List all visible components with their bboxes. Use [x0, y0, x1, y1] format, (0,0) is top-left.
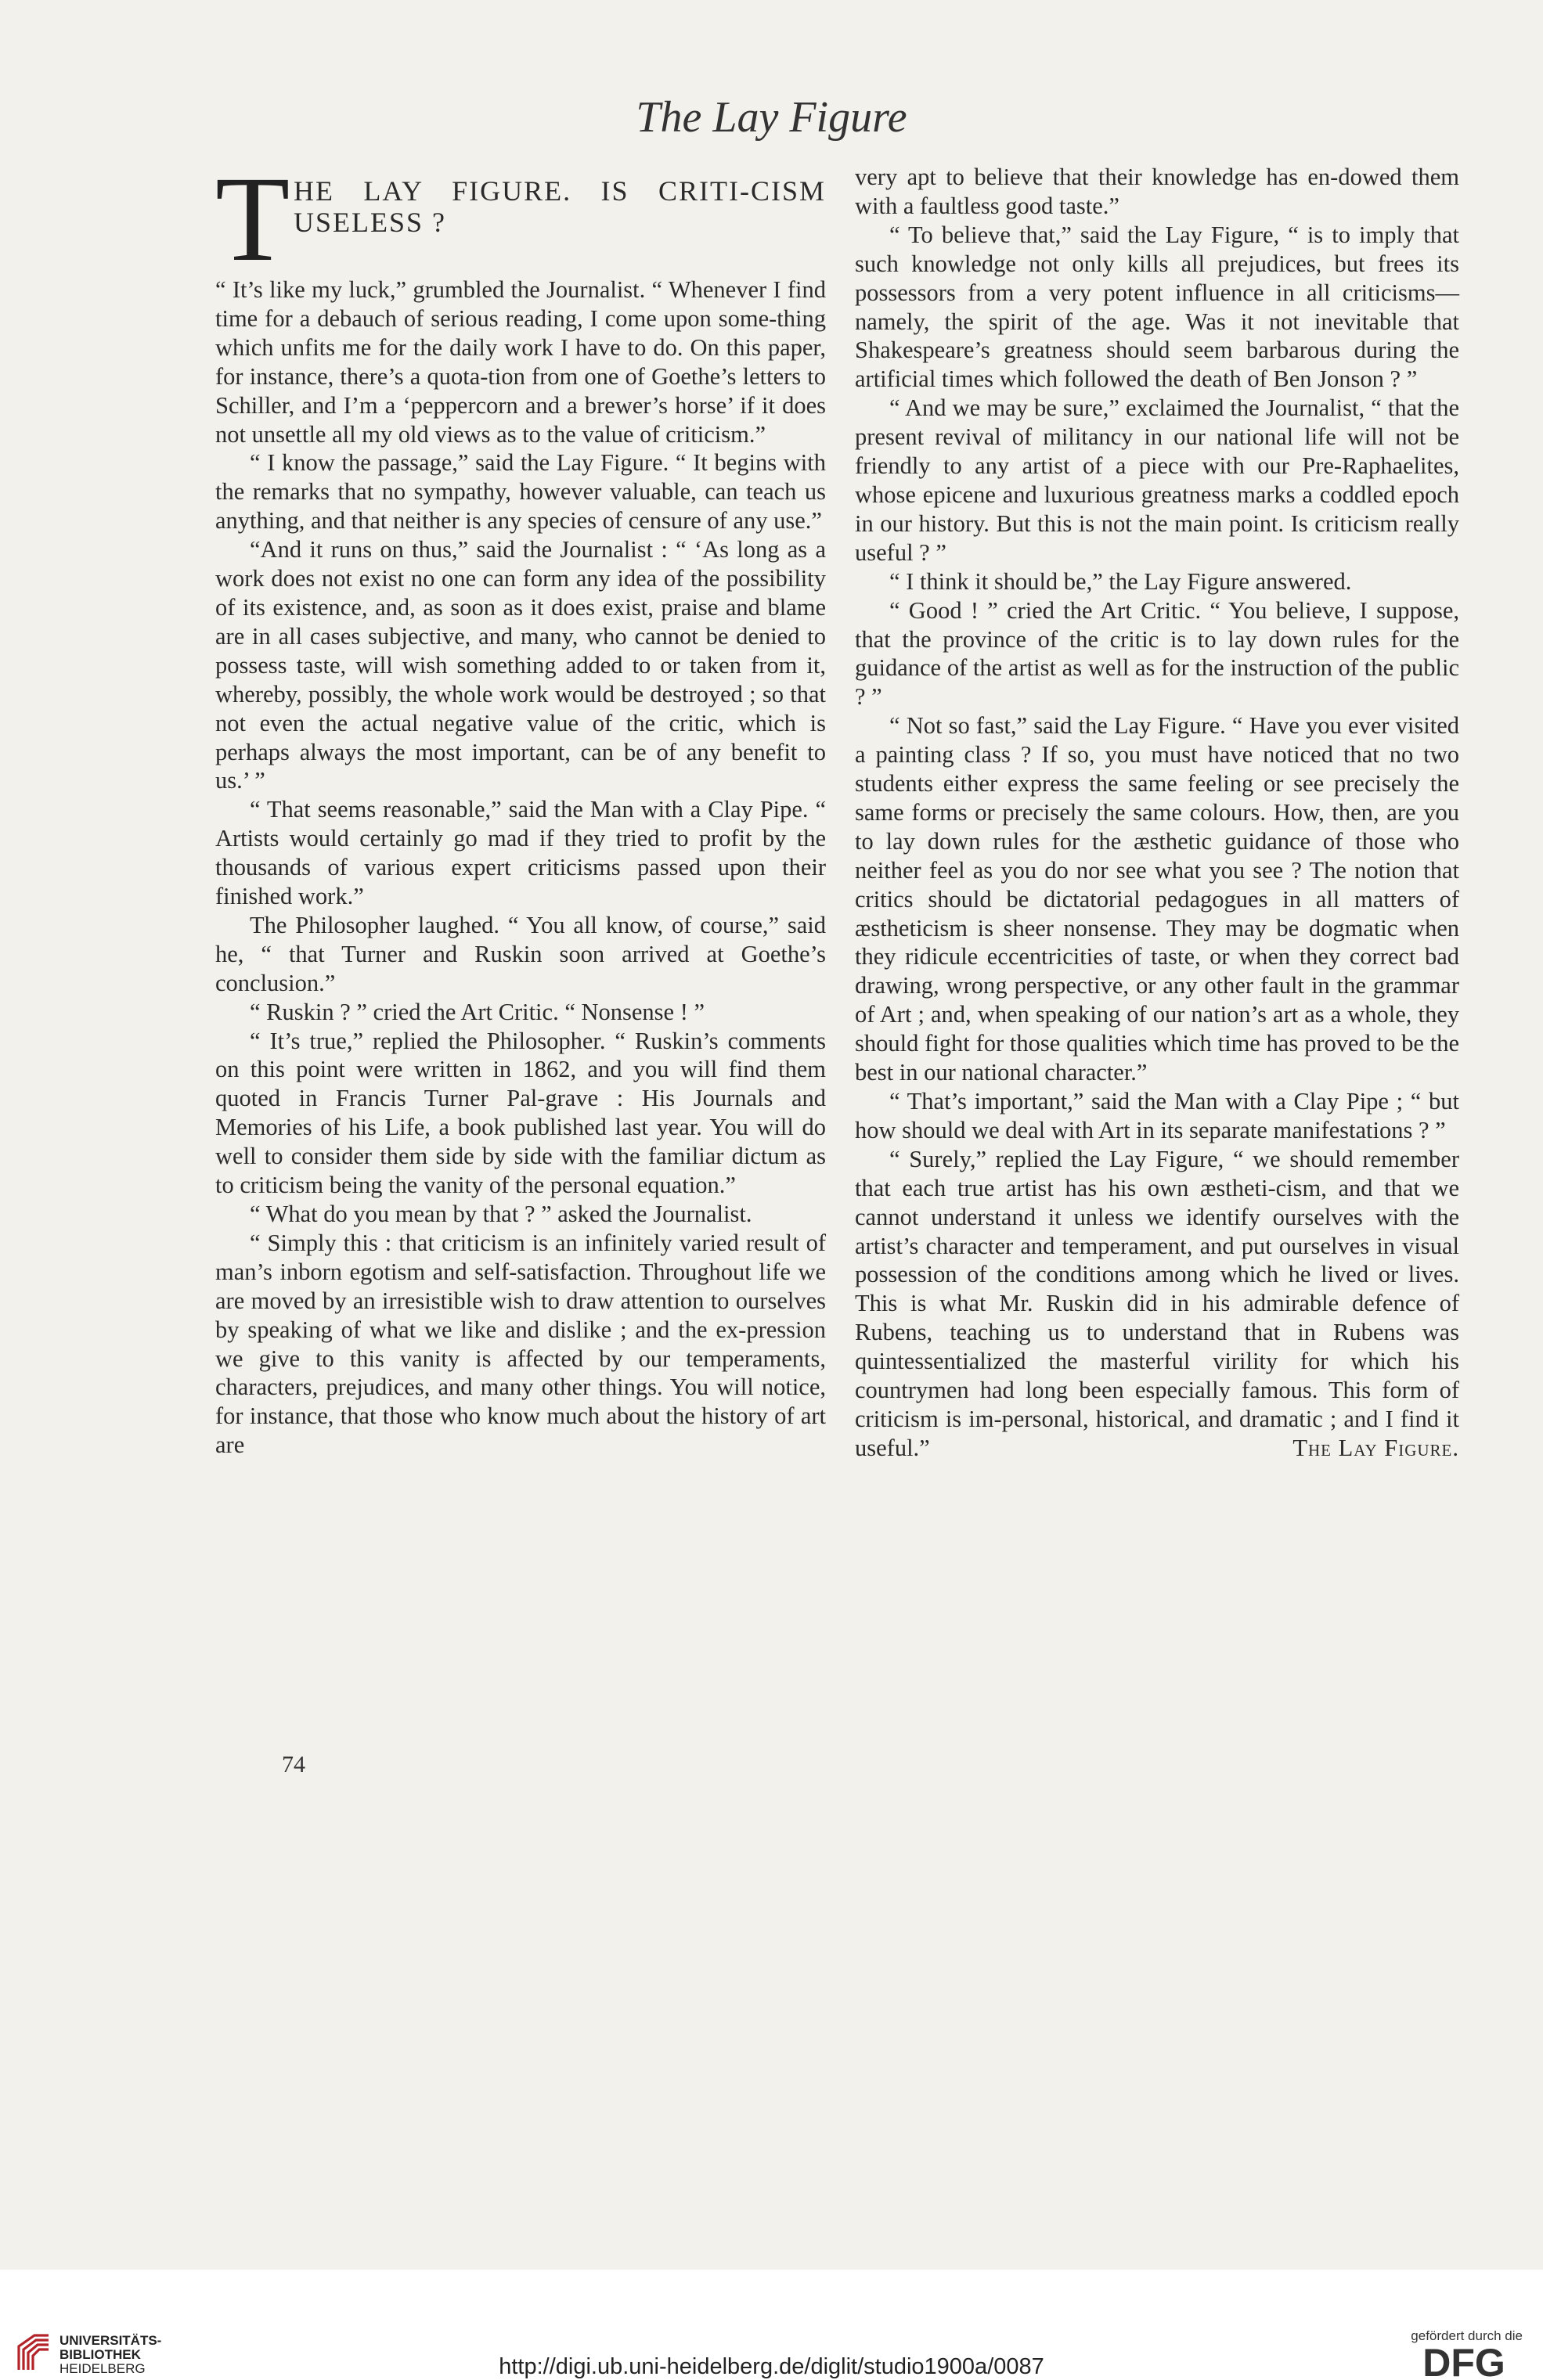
drop-cap: T	[215, 151, 290, 286]
paragraph: “ Ruskin ? ” cried the Art Critic. “ Nonsense ! ”	[250, 998, 705, 1025]
paragraph: “ It’s true,” replied the Philosopher. “ Ruskin’s comments on this point were written in 1862, and you will find them quoted in Francis Turner Pal-grave : His Journals and Memories of his Life, a book published last year. You will do well to consider them side by side with the familiar dictum as to criticism being the vanity of the personal equation.”	[215, 1027, 826, 1199]
paragraph: “ That’s important,” said the Man with a Clay Pipe ; “ but how should we deal with Art in its separate manifestations ? ”	[855, 1088, 1459, 1143]
paragraph: “ To believe that,” said the Lay Figure, “ is to imply that such knowledge not only kills all prejudices, but frees its possessors from a very potent influence in all criticisms—namely, the spirit of the age. Was it not inevitable that Shakespeare’s greatness should seem barbarous during the artificial times which followed the death of Ben Jonson ? ”	[855, 221, 1459, 393]
paragraph: “ I know the passage,” said the Lay Figure. “ It begins with the remarks that no sympathy, however valuable, can teach us anything, and that neither is any species of censure of any use.”	[215, 449, 826, 535]
left-paragraphs	[215, 275, 826, 1460]
paragraph: “ What do you mean by that ? ” asked the Journalist.	[250, 1201, 752, 1227]
paragraph-text: “ Surely,” replied the Lay Figure, “ we should remember that each true artist has his own æstheti-cism, and that we cannot understand it unless we identify ourselves with the artist’s character and temperament, and put ourselves in visual possession of the conditions among which he lived or lives. This is what Mr. Ruskin did in his admirable defence of Rubens, teaching us to understand that in Rubens was quintessentialized the masterful virility for which his countrymen had long been especially famous. This form of criticism is im-personal, historical, and dramatic ; and I find it useful.”	[855, 1145, 1459, 1461]
left-column	[215, 151, 826, 1460]
paragraph: very apt to believe that their knowledge has en-dowed them with a faultless good taste.”	[855, 164, 1459, 219]
funder-name: DFG	[1422, 2345, 1505, 2379]
right-column	[855, 163, 1459, 1463]
library-line-3: HEIDELBERG	[59, 2361, 146, 2376]
paragraph: “ And we may be sure,” exclaimed the Journalist, “ that the present revival of militancy in our national life will not be friendly to any artist of a piece with our Pre-Raphaelites, whose epicene and luxurious greatness marks a coddled epoch in our history. But this is not the main point. Is criticism really useful ? ”	[855, 394, 1459, 566]
article-title: HE LAY FIGURE. IS CRITI-CISM USELESS ?	[294, 175, 826, 238]
paragraph: “ That seems reasonable,” said the Man with a Clay Pipe. “ Artists would certainly go mad if they tried to profit by the thousands of various expert criticisms passed upon their finished work.”	[215, 796, 826, 910]
permalink-url[interactable]: http://digi.ub.uni-heidelberg.de/diglit/studio1900a/0087	[499, 2354, 1044, 2379]
library-line-2: BIBLIOTHEK	[59, 2347, 141, 2362]
paragraph: “ Good ! ” cried the Art Critic. “ You believe, I suppose, that the province of the critic is to lay down rules for the guidance of the artist as well as for the instruction of the public ? ”	[855, 596, 1459, 711]
article-heading	[215, 151, 826, 286]
running-title: The Lay Figure	[636, 93, 907, 142]
dfg-logo-icon[interactable]	[1401, 2345, 1527, 2379]
page-number: 74	[282, 1752, 305, 1777]
paragraph: “ I think it should be,” the Lay Figure answered.	[889, 567, 1352, 595]
paragraph: “ Simply this : that criticism is an infinitely varied result of man’s inborn egotism and self-satisfaction. Throughout life we are moved by an irresistible wish to draw attention to ourselves by speaking of what we like and dislike ; and the ex-pression we give to this vanity is affected by our temperaments, characters, prejudices, and many other things. You will notice, for instance, that those who know much about the history of art are	[215, 1229, 826, 1459]
paragraph: “And it runs on thus,” said the Journalist : “ ‘As long as a work does not exist no one can form any idea of the possibility of its existence, and, as soon as it does exist, praise and blame are in all cases subjective, and many, who cannot be denied to possess taste, will wish something added to or taken from it, whereby, possibly, the whole work would be destroyed ; so that not even the actual negative value of the critic, which is perhaps always the most important, can be of any benefit to us.’ ”	[215, 536, 826, 794]
paragraph: “ Not so fast,” said the Lay Figure. “ Have you ever visited a painting class ? If so, you must have noticed that no two students either express the same feeling or see precisely the same forms or precisely the same colours. How, then, are you to lay down rules for the æsthetic guidance of those who neither feel as you do nor see what you see ? The notion that critics should be dictatorial pedagogues in all matters of æstheticism is sheer nonsense. They may be dogmatic when they ridicule eccentricities of taste, or when they correct bad drawing, wrong perspective, or any other fault in the grammar of Art ; and, when speaking of our nation’s art as a whole, they should fight for those qualities which time has proved to be the best in our national character.”	[855, 712, 1459, 1086]
library-line-1: UNIVERSITÄTS-	[59, 2333, 162, 2348]
funding-label: gefördert durch die	[1411, 2328, 1523, 2343]
signature: The Lay Figure.	[1292, 1434, 1459, 1461]
paragraph: The Philosopher laughed. “ You all know, of course,” said he, “ that Turner and Ruskin soon arrived at Goethe’s conclusion.”	[215, 911, 826, 996]
paragraph: “ It’s like my luck,” grumbled the Journalist. “ Whenever I find time for a debauch of serious reading, I come upon some-thing which unfits me for the daily work I have to do. On this paper, for instance, there’s a quota-tion from one of Goethe’s letters to Schiller, and I’m a ‘peppercorn and a brewer’s horse’ if it does not unsettle all my old views as to the value of criticism.”	[215, 276, 826, 448]
paragraph	[855, 1145, 1459, 1463]
